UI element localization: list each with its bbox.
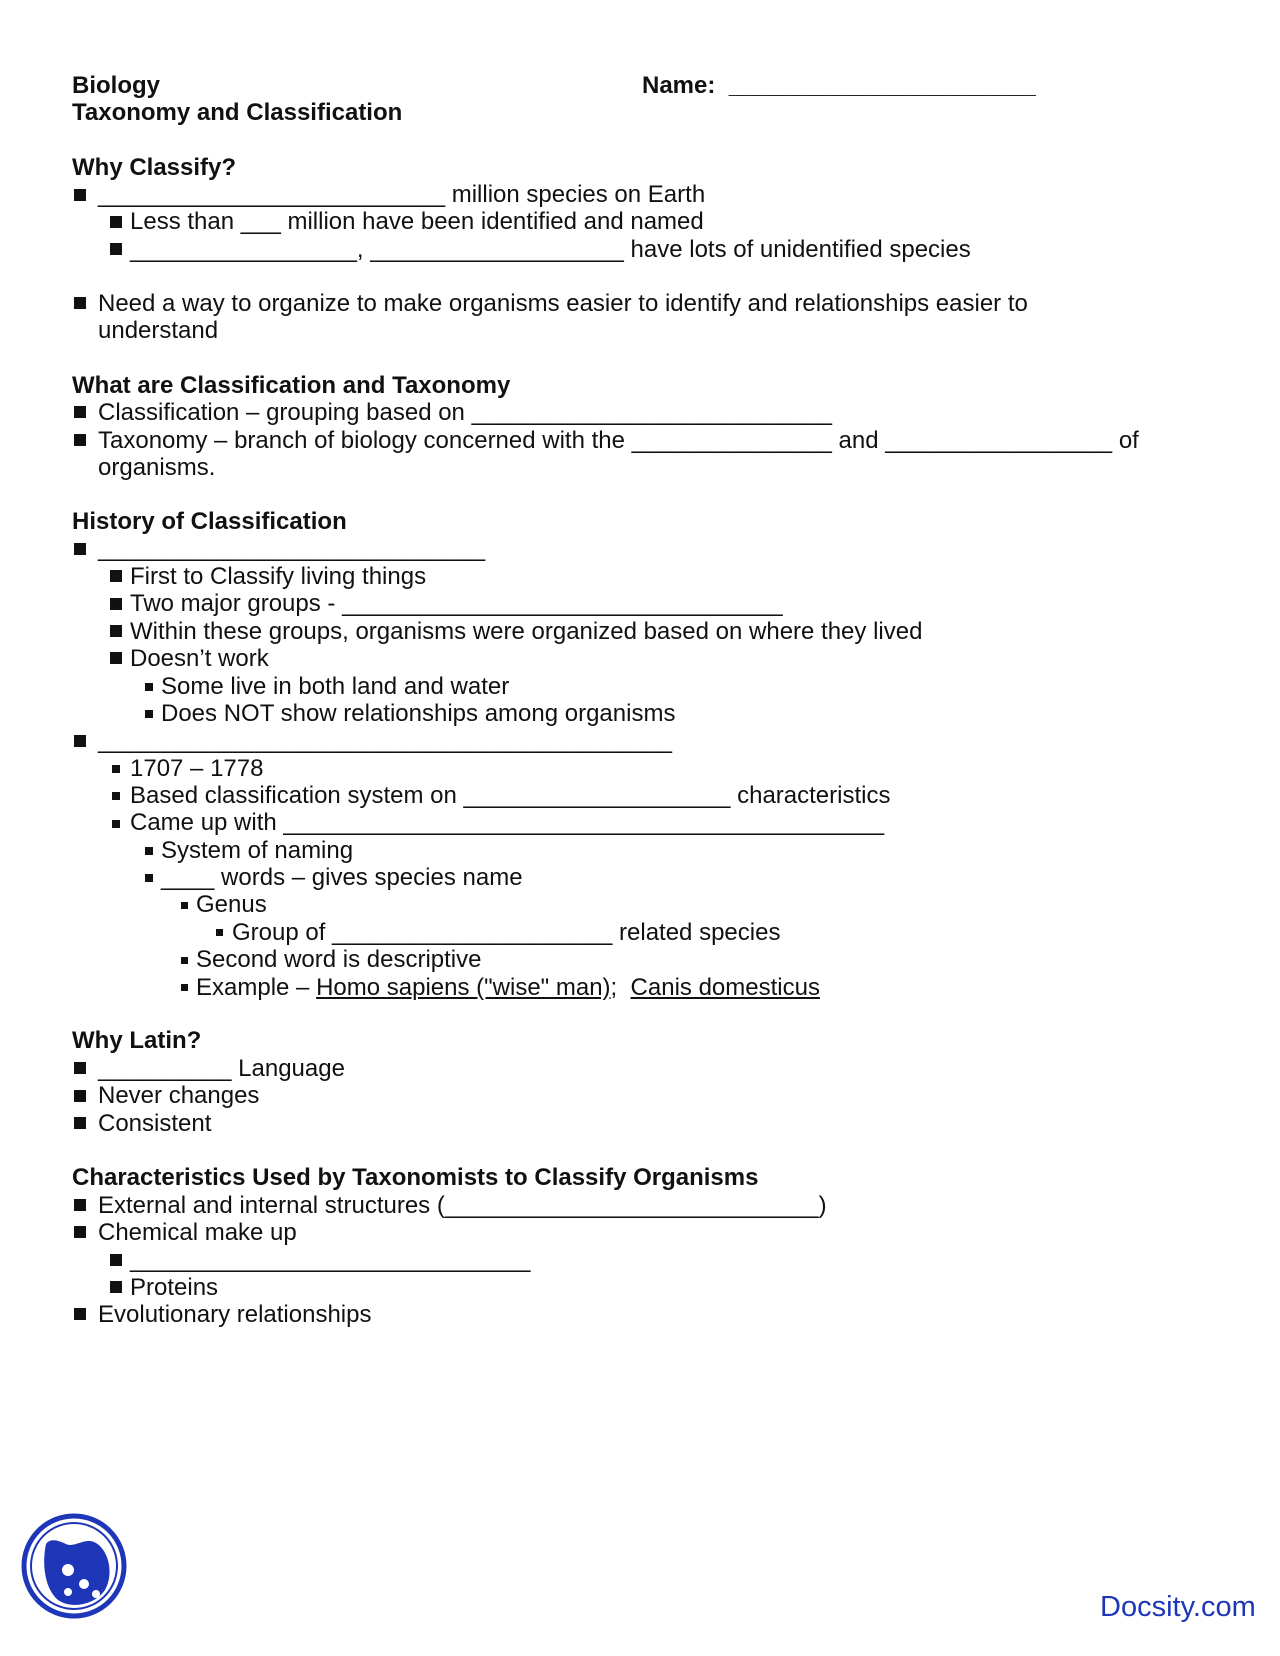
bullet-icon (74, 189, 86, 201)
heading-why-classify: Why Classify? (72, 154, 237, 181)
list-item: Second word is descriptive (196, 946, 482, 973)
list-item: Came up with _____________________________________________ (130, 809, 885, 836)
example-separator: ; (610, 974, 631, 1001)
heading-characteristics: Characteristics Used by Taxonomists to Classify Organisms (72, 1164, 759, 1191)
list-item: Some live in both land and water (161, 673, 510, 700)
bullet-icon (112, 765, 120, 773)
docsity-brand-link[interactable]: Docsity.com (1100, 1591, 1256, 1623)
list-item: __________________________ million species on Earth (98, 181, 706, 208)
bullet-icon (216, 929, 223, 936)
list-item: Within these groups, organisms were organized based on where they lived (130, 618, 923, 645)
bullet-icon (74, 1199, 86, 1211)
list-item: Two major groups - _________________________________ (130, 590, 783, 617)
bullet-icon (110, 243, 122, 255)
bullet-icon (74, 1117, 86, 1129)
list-item: Never changes (98, 1082, 260, 1109)
list-item: Does NOT show relationships among organisms (161, 700, 676, 727)
example-canis-domesticus: Canis domesticus (630, 974, 820, 1001)
list-item: Group of _____________________ related species (232, 919, 781, 946)
page-title: Taxonomy and Classification (72, 99, 403, 126)
list-item: Genus (196, 891, 267, 918)
bullet-icon (74, 434, 86, 446)
list-item: ___________________________________________ (98, 727, 672, 754)
bullet-icon (110, 598, 122, 610)
bullet-icon (74, 735, 86, 747)
list-item-example (196, 974, 820, 1002)
list-item-continuation: organisms. (98, 454, 216, 481)
example-homo-sapiens: Homo sapiens ("wise" man) (316, 974, 611, 1001)
bullet-icon (112, 820, 120, 828)
bullet-icon (181, 902, 188, 909)
list-item: External and internal structures (____________________________) (98, 1192, 827, 1219)
bullet-icon (110, 652, 122, 664)
list-item: _____________________________ (98, 535, 486, 562)
bullet-icon (110, 570, 122, 582)
list-item: Doesn’t work (130, 645, 269, 672)
heading-history: History of Classification (72, 508, 347, 535)
list-item: _________________, ___________________ have lots of unidentified species (130, 236, 971, 263)
list-item: Need a way to organize to make organisms easier to identify and relationships easier to (98, 290, 1028, 317)
bullet-icon (181, 957, 188, 964)
list-item: Based classification system on ____________________ characteristics (130, 782, 891, 809)
docsity-logo-icon (20, 1512, 128, 1620)
list-item-continuation: understand (98, 317, 219, 344)
list-item: Consistent (98, 1110, 212, 1137)
bullet-icon (74, 543, 86, 555)
bullet-icon (74, 297, 86, 309)
heading-why-latin: Why Latin? (72, 1027, 202, 1054)
bullet-icon (110, 1254, 122, 1266)
list-item: 1707 – 1778 (130, 755, 264, 782)
bullet-icon (110, 1281, 122, 1293)
example-prefix: Example – (196, 974, 317, 1001)
bullet-icon (112, 792, 120, 800)
list-item: Evolutionary relationships (98, 1301, 372, 1328)
name-field[interactable]: Name: _______________________ (642, 72, 1036, 99)
bullet-icon (74, 1308, 86, 1320)
bullet-icon (74, 1090, 86, 1102)
bullet-icon (110, 625, 122, 637)
list-item: __________ Language (98, 1055, 345, 1082)
list-item: First to Classify living things (130, 563, 427, 590)
subject-label: Biology (72, 72, 160, 99)
bullet-icon (74, 1226, 86, 1238)
list-item: Chemical make up (98, 1219, 297, 1246)
bullet-icon (74, 406, 86, 418)
list-item: Taxonomy – branch of biology concerned with the _______________ and _________________ of (98, 427, 1139, 454)
bullet-icon (145, 710, 153, 718)
bullet-icon (145, 847, 153, 855)
bullet-icon (145, 874, 153, 882)
bullet-icon (110, 216, 122, 228)
list-item: Classification – grouping based on ___________________________ (98, 399, 832, 426)
heading-what-are: What are Classification and Taxonomy (72, 372, 511, 399)
list-item: ______________________________ (130, 1246, 531, 1273)
bullet-icon (145, 683, 153, 691)
bullet-icon (74, 1062, 86, 1074)
bullet-icon (181, 984, 188, 991)
list-item: ____ words – gives species name (161, 864, 523, 891)
list-item: System of naming (161, 837, 354, 864)
list-item: Less than ___ million have been identified and named (130, 208, 704, 235)
list-item: Proteins (130, 1274, 219, 1301)
